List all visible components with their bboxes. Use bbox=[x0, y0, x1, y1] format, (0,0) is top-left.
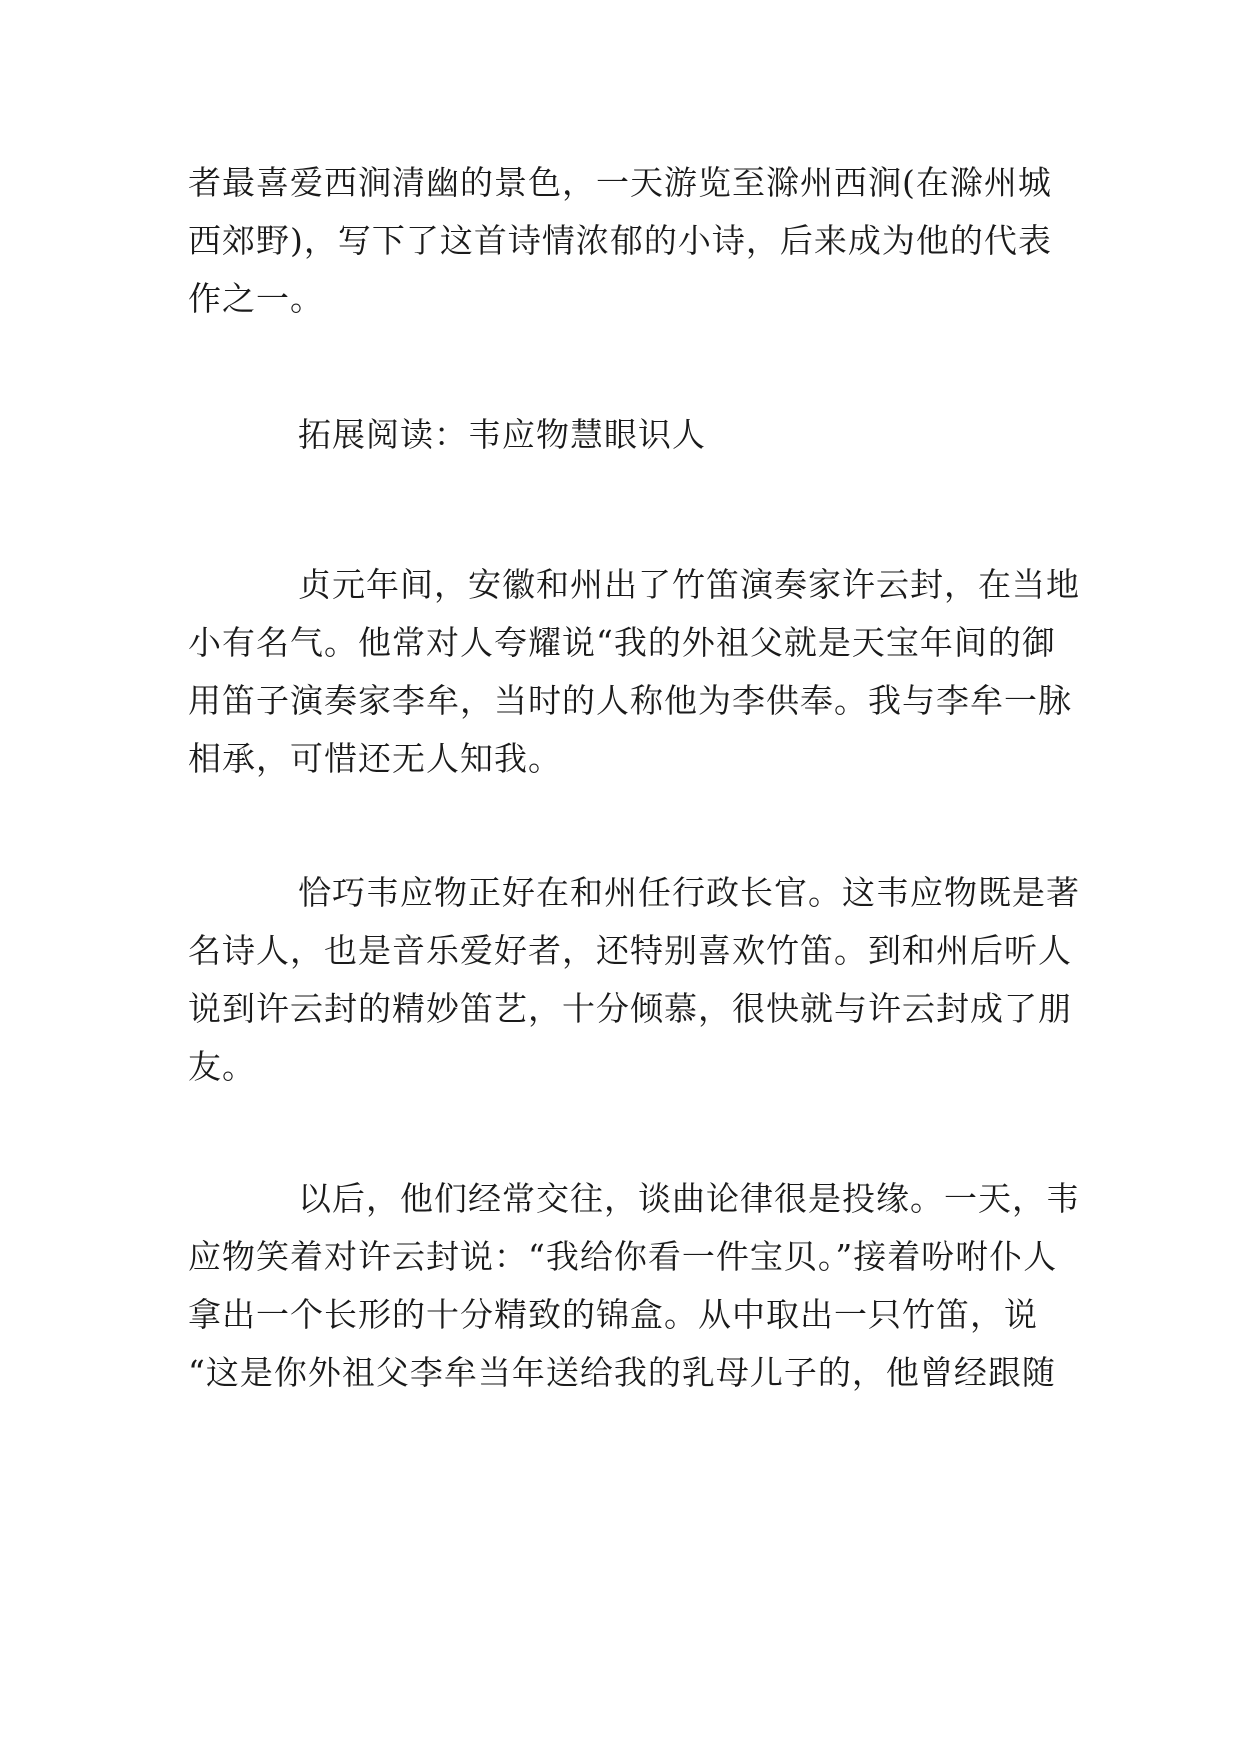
paragraph-line: 拿出一个长形的十分精致的锦盒。从中取出一只竹笛，说 bbox=[188, 1295, 1038, 1334]
paragraph-line: 恰巧韦应物正好在和州任行政长官。这韦应物既是著 bbox=[298, 873, 1080, 912]
paragraph-line: 相承，可惜还无人知我。 bbox=[188, 739, 562, 778]
paragraph-line: 应物笑着对许云封说：“我给你看一件宝贝。”接着吩咐仆人 bbox=[188, 1237, 1058, 1276]
paragraph-line: 西郊野)，写下了这首诗情浓郁的小诗，后来成为他的代表 bbox=[188, 221, 1052, 260]
paragraph-line: 名诗人，也是音乐爱好者，还特别喜欢竹笛。到和州后听人 bbox=[188, 931, 1072, 970]
paragraph-1 bbox=[188, 556, 1080, 788]
paragraph-2 bbox=[188, 864, 1080, 1096]
intro-paragraph bbox=[188, 154, 1058, 328]
paragraph-line: 用笛子演奏家李牟，当时的人称他为李供奉。我与李牟一脉 bbox=[188, 681, 1072, 720]
paragraph-line: 作之一。 bbox=[188, 279, 324, 318]
section-heading: 拓展阅读：韦应物慧眼识人 bbox=[298, 415, 706, 454]
paragraph-line: 贞元年间，安徽和州出了竹笛演奏家许云封，在当地 bbox=[298, 565, 1080, 604]
paragraph-line: 说到许云封的精妙笛艺，十分倾慕，很快就与许云封成了朋 bbox=[188, 989, 1072, 1028]
paragraph-line: “这是你外祖父李牟当年送给我的乳母儿子的，他曾经跟随 bbox=[188, 1353, 1056, 1392]
paragraph-line: 友。 bbox=[188, 1047, 256, 1086]
paragraph-line: 小有名气。他常对人夸耀说“我的外祖父就是天宝年间的御 bbox=[188, 623, 1056, 662]
paragraph-line: 者最喜爱西涧清幽的景色，一天游览至滁州西涧(在滁州城 bbox=[188, 163, 1052, 202]
paragraph-line: 以后，他们经常交往，谈曲论律很是投缘。一天，韦 bbox=[298, 1179, 1080, 1218]
paragraph-3 bbox=[188, 1170, 1080, 1402]
